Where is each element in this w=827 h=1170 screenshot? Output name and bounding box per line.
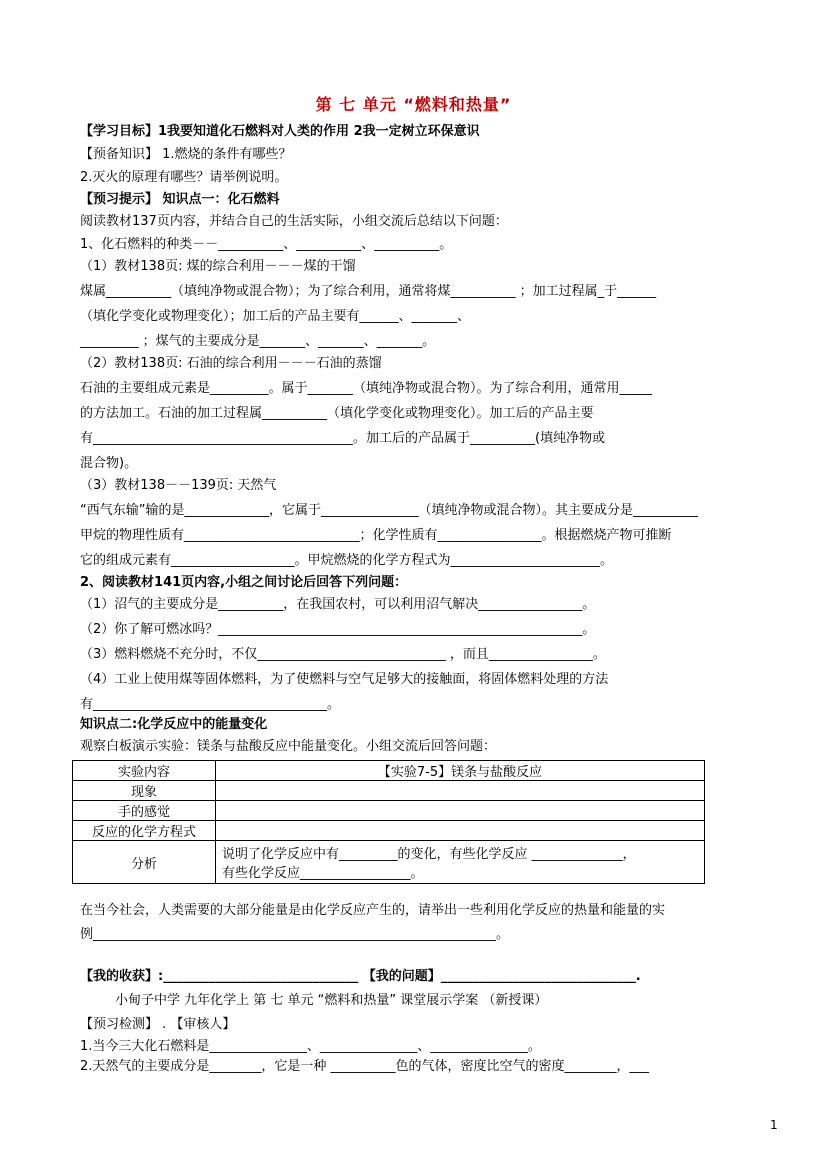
gas-line-1: “西气东输”输的是_____________，它属于_______________（填纯净物或混合物）。其主要成分是__________ (80, 503, 698, 518)
table-cell-analysis (216, 841, 705, 884)
table-cell-value: 【实验7-5】镁条与盐酸反应 (216, 761, 705, 781)
analysis-line-1: 说明了化学反应中有_________的变化，有些化学反应 ______________， (222, 847, 636, 862)
coal-line-1: 煤属__________（填纯净物或混合物）；为了综合利用，通常将煤__________ ；加工过程属_于______ (80, 284, 657, 299)
question-2-2: （2）你了解可燃冰吗？________________________________________________________。 (80, 622, 596, 637)
page-number: 1 (770, 1118, 778, 1132)
table-cell-value (216, 781, 705, 801)
question-2-3: （3）燃料燃烧不充分时，不仅_____________________________ ，而且________________。 (80, 647, 606, 662)
oil-heading: （2）教材138页: 石油的综合利用－－－石油的蒸馏 (80, 356, 382, 371)
coal-heading: （1）教材138页: 煤的综合利用－－－煤的干馏 (80, 259, 356, 274)
table-cell-value (216, 821, 705, 841)
experiment-instruction: 观察白板演示实验：镁条与盐酸反应中能量变化。小组交流后回答问题： (80, 739, 497, 754)
gas-line-2: 甲烷的物理性质有___________________________；化学性质有________________。根据燃烧产物可推断 (80, 528, 672, 543)
table-row (73, 821, 705, 841)
table-cell-label: 分析 (73, 841, 216, 884)
reading-instruction: 阅读教材137页内容，并结合自己的生活实际，小组交流后总结以下问题： (80, 214, 508, 229)
gas-heading: （3）教材138－－139页: 天然气 (80, 478, 277, 493)
table-row (73, 781, 705, 801)
table-cell-label: 反应的化学方程式 (73, 821, 216, 841)
oil-line-2: 的方法加工。石油的加工过程属__________（填化学变化或物理变化）。加工后的产品主要 (80, 406, 594, 421)
experiment-table (72, 760, 705, 884)
gas-line-3: 它的组成元素有___________________。甲烷燃烧的化学方程式为_______________________。 (80, 553, 614, 568)
learning-goals: 【学习目标】1我要知道化石燃料对人类的作用 2我一定树立环保意识 (80, 124, 480, 139)
school-header: 小甸子中学 九年化学上 第 七 单元 “燃料和热量” 课堂展示学案 （新授课） (115, 993, 548, 1008)
energy-question-cont: 例______________________________________________________________。 (80, 927, 509, 942)
energy-question: 在当今社会，人类需要的大部分能量是由化学反应产生的，请举出一些利用化学反应的热量和能量的实 (80, 903, 666, 918)
knowledge-point-2-heading: 知识点二:化学反应中的能量变化 (80, 717, 268, 732)
oil-line-4: 混合物)。 (80, 456, 138, 471)
table-cell-label: 现象 (73, 781, 216, 801)
oil-line-1: 石油的主要组成元素是_________。属于_______（填纯净物或混合物）。为了综合利用，通常用_____ (80, 381, 653, 396)
question-2-heading: 2、阅读教材141页内容,小组之间讨论后回答下列问题： (80, 575, 408, 590)
table-row (73, 801, 705, 821)
test-question-1: 1.当今三大化石燃料是_______________、_______________、_______________。 (80, 1039, 541, 1054)
question-2-1: （1）沼气的主要成分是__________，在我国农村，可以利用沼气解决________________。 (80, 597, 596, 612)
table-cell-label: 实验内容 (73, 761, 216, 781)
preview-hint-heading: 【预习提示】 知识点一：化石燃料 (80, 192, 280, 207)
prep-knowledge-q1: 【预备知识】 1.燃烧的条件有哪些？ (80, 147, 292, 162)
table-cell-value (216, 801, 705, 821)
question-1: 1、化石燃料的种类－－__________、__________、__________。 (80, 237, 453, 252)
harvest-and-questions: 【我的收获】:______________________________ 【我的问题】______________________________. (80, 969, 641, 984)
question-2-4-cont: 有____________________________________。 (80, 697, 341, 712)
question-2-4: （4）工业上使用煤等固体燃料，为了使燃料与空气足够大的接触面，将固体燃料处理的方法 (80, 672, 609, 687)
table-row-analysis (73, 841, 705, 884)
oil-line-3: 有________________________________________。加工后的产品属于__________(填纯净物或 (80, 431, 606, 446)
table-cell-label: 手的感觉 (73, 801, 216, 821)
coal-line-3: _________ ；煤气的主要成分是_______、_______、_______。 (80, 334, 436, 349)
preview-test-heading: 【预习检测】 . 【审核人】 (80, 1017, 236, 1032)
page-title: 第 七 单元 “燃料和热量” (315, 95, 512, 114)
analysis-line-2: 有些化学反应_________________。 (222, 866, 424, 881)
coal-line-2: （填化学变化或物理变化）；加工后的产品主要有______、_______、 (80, 309, 471, 324)
prep-knowledge-q2: 2.灭火的原理有哪些？请举例说明。 (80, 170, 288, 185)
test-question-2: 2.天然气的主要成分是________，它是一种 __________色的气体，密度比空气的密度________，___ (80, 1059, 650, 1074)
table-row (73, 761, 705, 781)
